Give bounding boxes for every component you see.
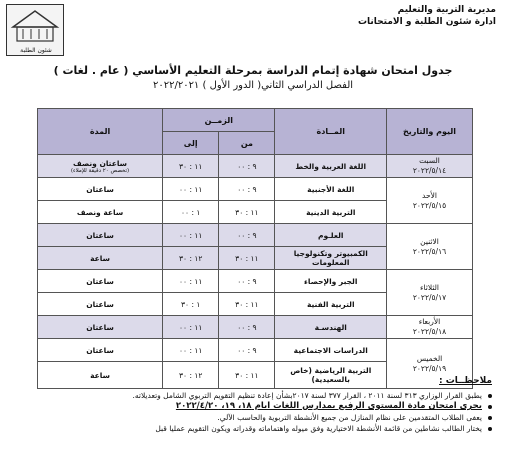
building-icon <box>7 5 63 45</box>
notes-heading: ملاحظــات : <box>439 376 492 386</box>
subject-cell: الدراسات الاجتماعية <box>275 339 387 362</box>
duration-cell: ساعتان <box>38 293 163 316</box>
logo-text: شئون الطلبة <box>20 47 52 54</box>
ministry-line-1: مديرية التربية والتعليم <box>397 5 496 15</box>
table-row <box>38 178 473 201</box>
from-cell: ٩ : ٠٠ <box>219 178 275 201</box>
duration-cell: ساعتان <box>38 316 163 339</box>
to-cell: ١١ : ٣٠ <box>163 155 219 178</box>
to-cell: ١٢ : ٣٠ <box>163 247 219 270</box>
subject-cell: العلـوم <box>275 224 387 247</box>
directorate-logo <box>6 4 64 56</box>
from-cell: ١١ : ٣٠ <box>219 247 275 270</box>
from-cell: ٩ : ٠٠ <box>219 270 275 293</box>
header-time: الزمــن <box>163 109 275 132</box>
to-cell: ١ : ٠٠ <box>163 201 219 224</box>
exam-schedule-table <box>37 108 473 389</box>
subject-cell: التربية الرياضية (خاص بالسعيدية) <box>275 362 387 389</box>
table-row <box>38 316 473 339</box>
duration-cell: ساعة <box>38 247 163 270</box>
subject-cell: اللغة العربية والخط <box>275 155 387 178</box>
subject-cell: اللغة الأجنبية <box>275 178 387 201</box>
duration-cell: ساعة <box>38 362 163 389</box>
from-cell: ٩ : ٠٠ <box>219 339 275 362</box>
to-cell: ١١ : ٠٠ <box>163 178 219 201</box>
duration-text: ساعتان ونصف <box>73 158 128 168</box>
table-row <box>38 155 473 178</box>
from-cell: ١١ : ٣٠ <box>219 293 275 316</box>
duration-cell: ساعتان <box>38 224 163 247</box>
table-row <box>38 224 473 247</box>
header-subject: المــادة <box>275 109 387 155</box>
header-duration: المدة <box>38 109 163 155</box>
note-item: يطبق القرار الوزاري ٣١٣ لسنة ٢٠١١ ، القرار ٣٧٧ لسنة ٢٠١٧بشأن إعادة تنظيم التقويم التربوي الشامل وتعديلاته. <box>12 390 492 401</box>
to-cell: ١ : ٣٠ <box>163 293 219 316</box>
day-cell: الأحد ٢٠٢٢/٥/١٥ <box>387 178 473 224</box>
from-cell: ٩ : ٠٠ <box>219 155 275 178</box>
header-from: من <box>219 132 275 155</box>
note-item: يعفى الطلاب المتقدمين على نظام المنازل من جميع الأنشطة التربوية والحاسب الآلي. <box>12 412 492 423</box>
subject-cell: الهندسـة <box>275 316 387 339</box>
header-day: اليوم والتاريخ <box>387 109 473 155</box>
from-cell: ١١ : ٣٠ <box>219 362 275 389</box>
to-cell: ١١ : ٠٠ <box>163 224 219 247</box>
day-cell: الأربعاء ٢٠٢٢/٥/١٨ <box>387 316 473 339</box>
to-cell: ١١ : ٠٠ <box>163 270 219 293</box>
from-cell: ٩ : ٠٠ <box>219 224 275 247</box>
from-cell: ١١ : ٣٠ <box>219 201 275 224</box>
note-item: يختار الطالب نشاطين من قائمة الأنشطة الاختيارية وفق ميوله واهتماماته وقدراته ويكون التقويم عمليا قبل <box>12 423 492 434</box>
ministry-line-2: ادارة شئون الطلبة و الامتحانات <box>358 17 496 27</box>
subject-cell: التربية الدينية <box>275 201 387 224</box>
subject-cell: الكمبيوتر وتكنولوجيا المعلومات <box>275 247 387 270</box>
duration-cell: ساعتان <box>38 339 163 362</box>
duration-cell <box>38 155 163 178</box>
duration-cell: ساعتان <box>38 270 163 293</box>
header-to: إلى <box>163 132 219 155</box>
day-cell: السبت ٢٠٢٢/٥/١٤ <box>387 155 473 178</box>
duration-cell: ساعتان <box>38 178 163 201</box>
page-header <box>0 0 506 58</box>
day-cell: الثلاثاء ٢٠٢٢/٥/١٧ <box>387 270 473 316</box>
table-row <box>38 270 473 293</box>
ministry-name <box>336 4 496 28</box>
subject-cell: الجبر والإحصاء <box>275 270 387 293</box>
subject-cell: التربية الفنية <box>275 293 387 316</box>
note-item: يجرى امتحان مادة المستوى الرفيع بمدارس اللغات ايام ١٨، ١٩، ٢٠٢٢/٤/٢٠ <box>12 401 492 412</box>
document-subtitle: الفصل الدراسي الثاني( الدور الأول ) ٢٠٢٢/٢٠٢١ <box>152 80 354 91</box>
to-cell: ١١ : ٠٠ <box>163 339 219 362</box>
table-row <box>38 339 473 362</box>
day-cell: الخميس ٢٠٢٢/٥/١٩ <box>387 339 473 389</box>
to-cell: ١١ : ٠٠ <box>163 316 219 339</box>
document-title: جدول امتحان شهادة إتمام الدراسة بمرحلة التعليم الأساسي ( عام . لغات ) <box>53 64 453 77</box>
from-cell: ٩ : ٠٠ <box>219 316 275 339</box>
to-cell: ١٢ : ٣٠ <box>163 362 219 389</box>
notes-list <box>12 390 492 434</box>
duration-cell: ساعة ونصف <box>38 201 163 224</box>
duration-note: (تخصص ٢٠ دقيقة للإملاء) <box>70 167 130 174</box>
day-cell: الاثنين ٢٠٢٢/٥/١٦ <box>387 224 473 270</box>
